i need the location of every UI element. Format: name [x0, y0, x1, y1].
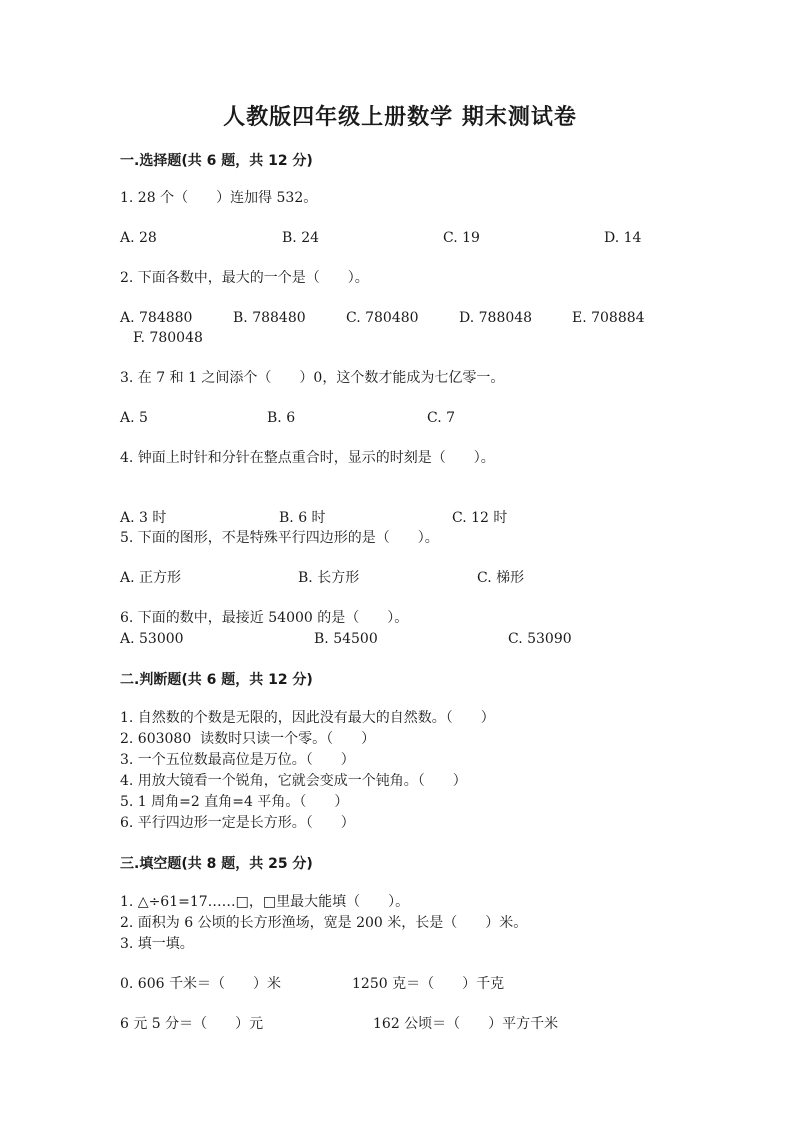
- q5-option-c: C. 梯形: [477, 570, 525, 586]
- section-heading-fill: 三.填空题(共 8 题，共 25 分): [120, 856, 313, 872]
- q2-option-c: C. 780480: [346, 310, 419, 326]
- question-6-stem: 6. 下面的数中，最接近 54000 的是（ ）。: [120, 610, 409, 626]
- fill-item-1: 1. △÷61=17……□，□里最大能填（ ）。: [120, 894, 410, 910]
- fill-row-1-left: 0. 606 千米＝（ ）米: [120, 976, 281, 992]
- q2-option-a: A. 784880: [120, 310, 193, 326]
- page-title: 人教版四年级上册数学 期末测试卷: [223, 104, 577, 130]
- section-heading-choice: 一.选择题(共 6 题，共 12 分): [120, 153, 313, 169]
- q1-option-a: A. 28: [120, 230, 157, 246]
- q4-option-c: C. 12 时: [452, 510, 508, 526]
- question-3-stem: 3. 在 7 和 1 之间添个（ ）0，这个数才能成为七亿零一。: [120, 370, 505, 386]
- judge-item-1: 1. 自然数的个数是无限的，因此没有最大的自然数。（ ）: [120, 710, 495, 726]
- q5-option-a: A. 正方形: [120, 570, 182, 586]
- q2-option-d: D. 788048: [459, 310, 533, 326]
- q3-option-c: C. 7: [427, 410, 456, 426]
- q1-option-b: B. 24: [282, 230, 320, 246]
- fill-row-1-right: 1250 克＝（ ）千克: [352, 976, 505, 992]
- q6-option-c: C. 53090: [508, 631, 572, 647]
- q1-option-c: C. 19: [443, 230, 480, 246]
- judge-item-3: 3. 一个五位数最高位是万位。（ ）: [120, 752, 355, 768]
- q3-option-a: A. 5: [120, 410, 148, 426]
- fill-row-2-left: 6 元 5 分＝（ ）元: [120, 1016, 264, 1032]
- q3-option-b: B. 6: [267, 410, 296, 426]
- fill-item-3: 3. 填一填。: [120, 936, 194, 952]
- judge-item-6: 6. 平行四边形一定是长方形。（ ）: [120, 815, 355, 831]
- judge-item-5: 5. 1 周角=2 直角=4 平角。（ ）: [120, 794, 349, 810]
- q2-option-b: B. 788480: [233, 310, 306, 326]
- q4-option-a: A. 3 时: [120, 510, 167, 526]
- q2-option-f: F. 780048: [133, 330, 203, 346]
- q5-option-b: B. 长方形: [298, 570, 360, 586]
- q2-option-e: E. 708884: [572, 310, 645, 326]
- judge-item-2: 2. 603080 读数时只读一个零。（ ）: [120, 731, 376, 747]
- judge-item-4: 4. 用放大镜看一个锐角，它就会变成一个钝角。（ ）: [120, 773, 467, 789]
- fill-row-2-right: 162 公顷＝（ ）平方千米: [373, 1016, 559, 1032]
- question-2-stem: 2. 下面各数中，最大的一个是（ ）。: [120, 270, 369, 286]
- q4-option-b: B. 6 时: [279, 510, 326, 526]
- q6-option-a: A. 53000: [120, 631, 184, 647]
- question-1-stem: 1. 28 个（ ）连加得 532。: [120, 190, 318, 206]
- q6-option-b: B. 54500: [314, 631, 378, 647]
- q1-option-d: D. 14: [604, 230, 642, 246]
- question-4-stem: 4. 钟面上时针和分针在整点重合时，显示的时刻是（ ）。: [120, 450, 495, 466]
- section-heading-judge: 二.判断题(共 6 题，共 12 分): [120, 672, 313, 688]
- question-5-stem: 5. 下面的图形，不是特殊平行四边形的是（ ）。: [120, 530, 439, 546]
- fill-item-2: 2. 面积为 6 公顷的长方形渔场，宽是 200 米，长是（ ）米。: [120, 915, 528, 931]
